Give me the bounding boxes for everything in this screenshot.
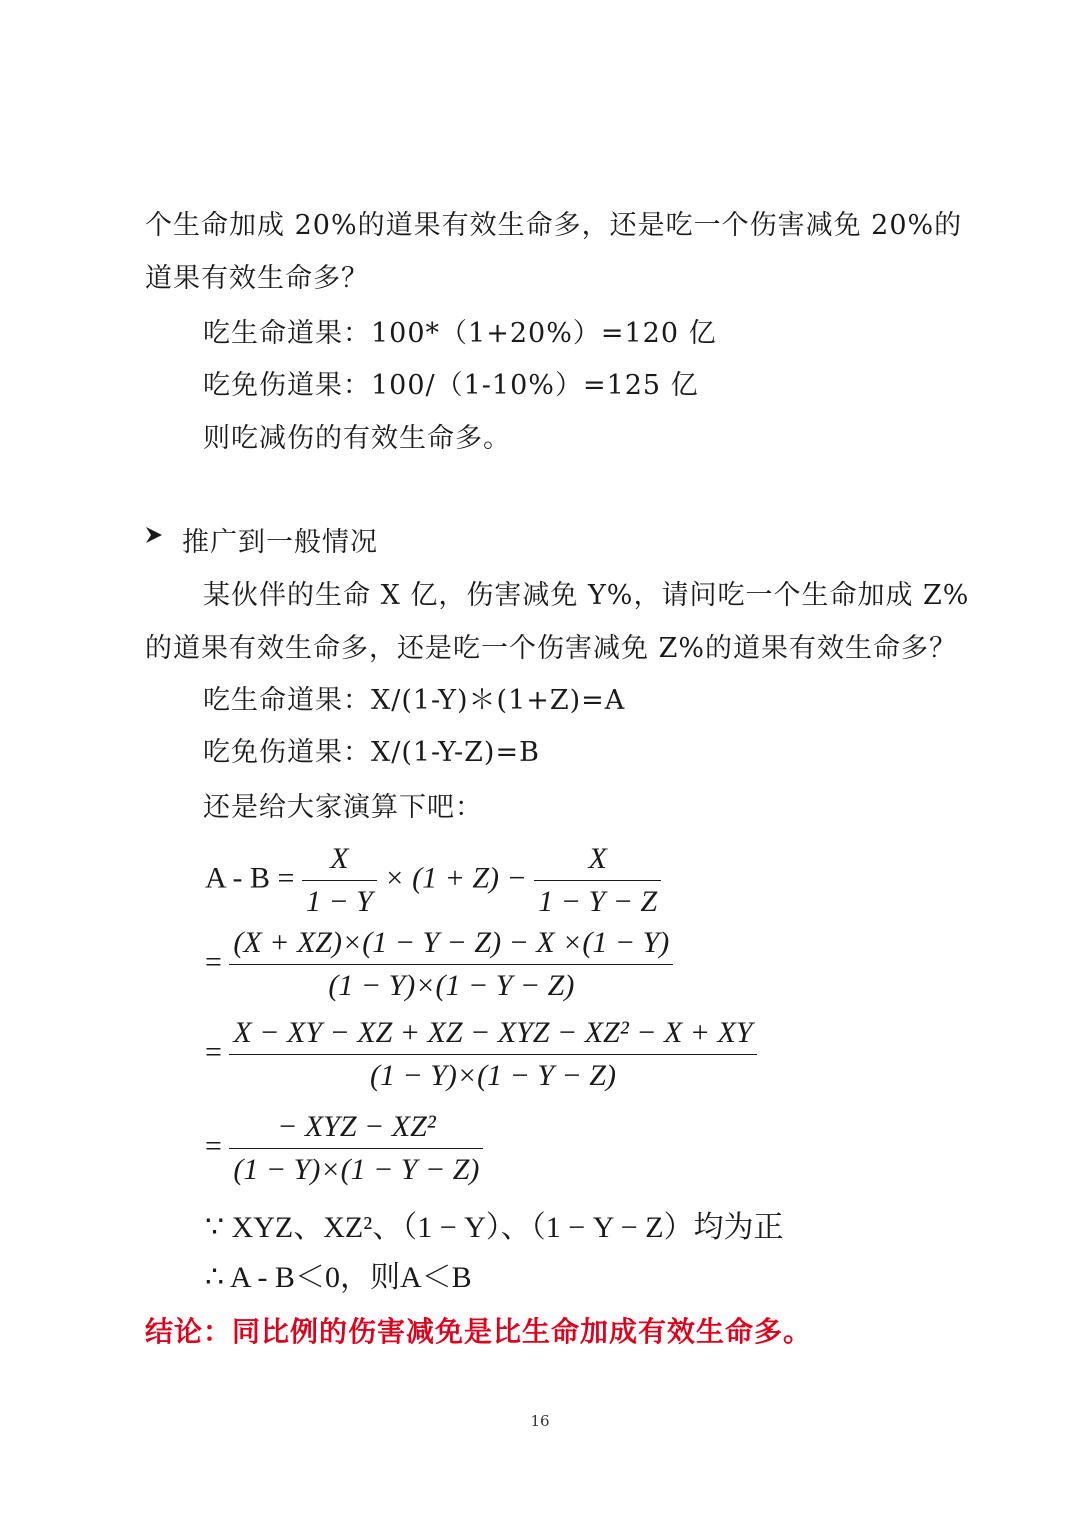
fraction bbox=[229, 1106, 483, 1191]
equation-1 bbox=[205, 838, 661, 923]
equation-2 bbox=[205, 922, 673, 1007]
text-line: 道果有效生命多？ bbox=[145, 263, 369, 294]
eq1-lhs: A - B = bbox=[205, 861, 295, 895]
bullet-arrow-icon bbox=[144, 525, 164, 545]
because-statement: ∵ XYZ、XZ²、（1 − Y）、（1 − Y − Z）均为正 bbox=[205, 1211, 784, 1244]
text-line: 吃免伤道果：100/（1-10%）=125 亿 bbox=[203, 370, 699, 401]
text-line: 还是给大家演算下吧： bbox=[203, 792, 483, 823]
page-number: 16 bbox=[530, 1412, 550, 1430]
text-line: 的道果有效生命多，还是吃一个伤害减免 Z%的道果有效生命多？ bbox=[145, 633, 957, 664]
equals-sign: = bbox=[205, 1035, 222, 1069]
equals-sign: = bbox=[205, 1129, 222, 1163]
eq1-f1-denominator: 1 − Y bbox=[305, 885, 373, 918]
formula-line: 吃生命道果：X/(1-Y)＊(1+Z)=A bbox=[203, 685, 626, 716]
eq3-denominator: (1 − Y)×(1 − Y − Z) bbox=[369, 1059, 616, 1092]
section-heading: 推广到一般情况 bbox=[182, 527, 378, 558]
fraction bbox=[229, 922, 673, 1007]
eq1-f1-numerator: X bbox=[302, 838, 377, 881]
equals-sign: = bbox=[205, 945, 222, 979]
eq2-denominator: (1 − Y)×(1 − Y − Z) bbox=[328, 969, 575, 1002]
fraction bbox=[229, 1012, 756, 1097]
eq1-f2-denominator: 1 − Y − Z bbox=[538, 885, 658, 918]
fraction bbox=[534, 838, 661, 923]
equation-4 bbox=[205, 1106, 483, 1191]
eq4-numerator: − XYZ − XZ² bbox=[229, 1106, 483, 1149]
fraction bbox=[302, 838, 377, 923]
eq3-numerator: X − XY − XZ + XZ − XYZ − XZ² − X + XY bbox=[229, 1012, 756, 1055]
therefore-statement: ∴ A - B＜0，则A＜B bbox=[205, 1261, 472, 1294]
eq1-middle: × (1 + Z) − bbox=[384, 861, 527, 895]
eq4-denominator: (1 − Y)×(1 − Y − Z) bbox=[233, 1153, 480, 1186]
text-line: 则吃减伤的有效生命多。 bbox=[203, 423, 511, 454]
conclusion-text: 结论：同比例的伤害减免是比生命加成有效生命多。 bbox=[145, 1315, 813, 1348]
text-line: 某伙伴的生命 X 亿，伤害减免 Y%，请问吃一个生命加成 Z% bbox=[203, 580, 970, 611]
text-line: 个生命加成 20%的道果有效生命多，还是吃一个伤害减免 20%的 bbox=[145, 210, 963, 241]
text-line: 吃生命道果：100*（1+20%）=120 亿 bbox=[203, 318, 717, 349]
eq1-f2-numerator: X bbox=[534, 838, 661, 881]
eq2-numerator: (X + XZ)×(1 − Y − Z) − X ×(1 − Y) bbox=[229, 922, 673, 965]
equation-3 bbox=[205, 1012, 757, 1097]
formula-line: 吃免伤道果：X/(1-Y-Z)=B bbox=[203, 737, 540, 768]
